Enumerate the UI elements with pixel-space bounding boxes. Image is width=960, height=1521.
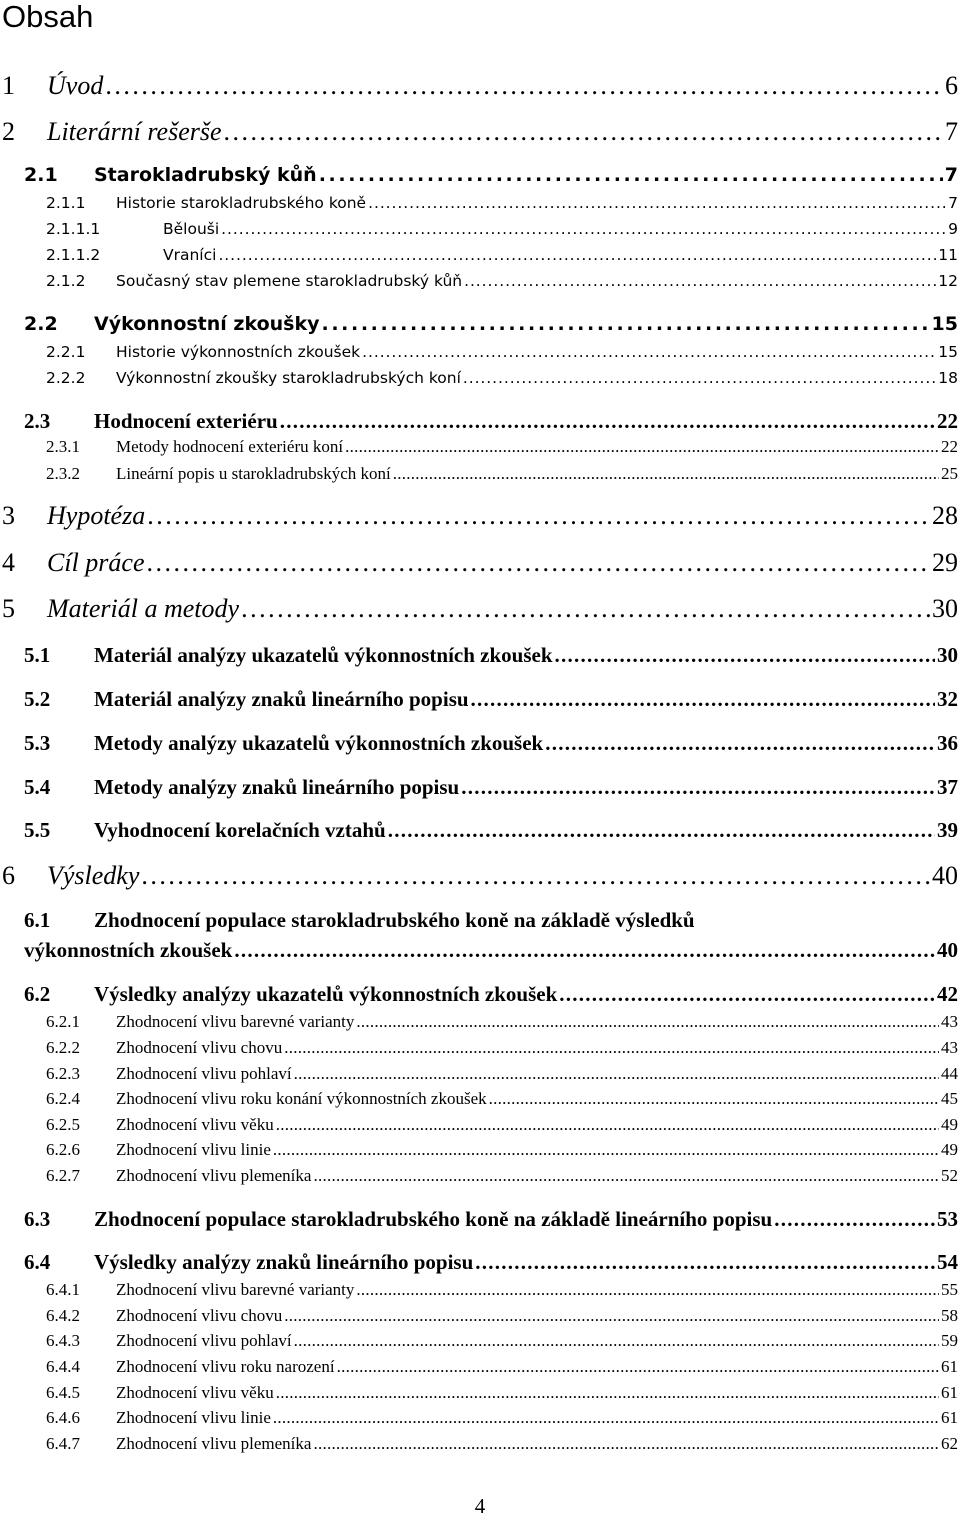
toc-page: 32 <box>937 687 958 711</box>
toc-number: 6.2.2 <box>46 1038 80 1057</box>
dot-leader <box>313 1166 939 1186</box>
toc-title: Současný stav plemene starokladrubský kůň <box>116 272 463 290</box>
toc-title: Zhodnocení vlivu chovu <box>116 1038 283 1057</box>
toc-entry-6-2-4[interactable] <box>46 1089 958 1109</box>
page-number: 4 <box>474 1494 486 1518</box>
toc-number: 5.1 <box>24 643 51 667</box>
dot-leader <box>221 219 946 239</box>
toc-number: 6.4.3 <box>46 1331 80 1350</box>
dot-leader <box>461 774 935 800</box>
toc-page: 22 <box>941 437 958 456</box>
toc-title: Cíl práce <box>47 548 145 577</box>
dot-leader <box>337 1357 939 1377</box>
dot-leader <box>284 1306 939 1326</box>
dot-leader <box>273 1408 939 1428</box>
toc-number: 6.4.6 <box>46 1408 80 1427</box>
toc-page: 43 <box>941 1012 958 1031</box>
dot-leader <box>273 1140 939 1160</box>
toc-title: Výkonnostní zkoušky starokladrubských koní <box>116 369 461 387</box>
toc-title: Zhodnocení vlivu roku narození <box>116 1357 335 1376</box>
toc-entry-chapter-4[interactable] <box>2 548 958 578</box>
toc-page: 59 <box>941 1331 958 1350</box>
toc-title: Zhodnocení vlivu linie <box>116 1408 271 1427</box>
toc-entry-6-2-2[interactable] <box>46 1038 958 1058</box>
toc-page: 58 <box>941 1306 958 1325</box>
toc-number: 3 <box>2 501 15 530</box>
toc-number: 2.1 <box>24 164 58 186</box>
toc-number: 6 <box>2 861 15 890</box>
toc-entry-6-4[interactable] <box>24 1249 958 1275</box>
toc-number: 6.4.5 <box>46 1383 80 1402</box>
toc-title: Výsledky <box>47 861 140 890</box>
toc-page: 22 <box>937 409 958 433</box>
toc-entry-6-2-1[interactable] <box>46 1012 958 1032</box>
toc-entry-chapter-1[interactable] <box>2 71 958 101</box>
toc-number: 6.4.1 <box>46 1280 80 1299</box>
toc-title: Metody hodnocení exteriéru koní <box>116 437 344 456</box>
toc-entry-6-4-1[interactable] <box>46 1280 958 1300</box>
toc-page: 43 <box>941 1038 958 1057</box>
toc-title: Hodnocení exteriéru <box>94 409 278 433</box>
toc-title: Zhodnocení vlivu plemeníka <box>116 1166 312 1185</box>
toc-entry-chapter-5[interactable] <box>2 594 958 624</box>
dot-leader <box>224 117 943 147</box>
toc-entry-2-1[interactable] <box>24 163 958 187</box>
dot-leader <box>280 408 935 434</box>
toc-number: 2.1.2 <box>46 272 86 290</box>
toc-entry-2-1-1-1[interactable] <box>46 219 958 239</box>
dot-leader <box>393 464 939 484</box>
dot-leader <box>105 71 943 101</box>
toc-page: 45 <box>941 1089 958 1108</box>
toc-entry-6-4-4[interactable] <box>46 1357 958 1377</box>
toc-number: 6.2.6 <box>46 1140 80 1159</box>
dot-leader <box>276 1115 939 1135</box>
dot-leader <box>475 1249 935 1275</box>
toc-number: 2.1.1 <box>46 194 86 212</box>
dot-leader <box>356 1012 939 1032</box>
dot-leader <box>147 548 931 578</box>
toc-title: Zhodnocení populace starokladrubského koně na základě výsledků <box>94 908 695 932</box>
toc-number: 6.4.2 <box>46 1306 80 1325</box>
toc-title: Zhodnocení vlivu barevné varianty <box>116 1280 355 1299</box>
toc-number: 2.3.2 <box>46 464 80 483</box>
toc-number: 2.2 <box>24 313 58 335</box>
toc-number: 2 <box>2 117 15 146</box>
toc-entry-6-4-3[interactable] <box>46 1331 958 1351</box>
dot-leader <box>276 1383 939 1403</box>
toc-number: 6.3 <box>24 1207 51 1231</box>
toc-page: 54 <box>937 1250 958 1274</box>
dot-leader <box>489 1089 939 1109</box>
dot-leader <box>368 193 946 213</box>
toc-entry-2-2[interactable] <box>24 312 958 336</box>
toc-title: Historie starokladrubského koně <box>116 194 367 212</box>
toc-title: Výsledky analýzy ukazatelů výkonnostních zkoušek <box>94 982 558 1006</box>
toc-entry-6-2-7[interactable] <box>46 1166 958 1186</box>
toc-number: 6.2.5 <box>46 1115 80 1134</box>
dot-leader <box>294 1331 939 1351</box>
toc-page: 25 <box>941 464 958 483</box>
toc-title: Výsledky analýzy znaků lineárního popisu <box>94 1250 474 1274</box>
toc-number: 6.4.7 <box>46 1434 80 1453</box>
toc-page: 55 <box>941 1280 958 1299</box>
toc-page: 49 <box>941 1115 958 1134</box>
toc-entry-2-1-2[interactable] <box>46 271 958 291</box>
dot-leader <box>471 686 935 712</box>
toc-entry-5-4[interactable] <box>24 774 958 800</box>
toc-page: 40 <box>932 861 958 890</box>
toc-title: Metody analýzy znaků lineárního popisu <box>94 775 460 799</box>
toc-page: 61 <box>941 1357 958 1376</box>
toc-page: 29 <box>932 548 958 577</box>
toc-number: 2.2.1 <box>46 343 86 361</box>
dot-leader <box>559 981 935 1007</box>
toc-entry-2-3-2[interactable] <box>46 464 958 484</box>
dot-leader <box>313 1434 939 1454</box>
toc-entry-6-1-continued[interactable] <box>24 937 958 963</box>
toc-entry-chapter-6[interactable] <box>2 861 958 891</box>
toc-page: 61 <box>941 1408 958 1427</box>
toc-entry-6-2[interactable] <box>24 981 958 1007</box>
toc-entry-2-2-1[interactable] <box>46 342 958 362</box>
toc-page: 30 <box>932 594 958 623</box>
dot-leader <box>388 817 935 843</box>
dot-leader <box>141 861 930 891</box>
toc-number: 2.2.2 <box>46 369 86 387</box>
toc-title: Zhodnocení vlivu pohlaví <box>116 1064 292 1083</box>
toc-page: 42 <box>937 982 958 1006</box>
toc-entry-6-1[interactable] <box>24 907 695 933</box>
toc-number: 4 <box>2 548 15 577</box>
toc-title: Materiál analýzy ukazatelů výkonnostních zkoušek <box>94 643 553 667</box>
toc-title: Hypotéza <box>47 501 146 530</box>
toc-entry-6-4-6[interactable] <box>46 1408 958 1428</box>
toc-page: 18 <box>938 369 958 387</box>
toc-entry-6-2-3[interactable] <box>46 1064 958 1084</box>
toc-page: 6 <box>945 71 958 100</box>
toc-title: Zhodnocení vlivu věku <box>116 1383 274 1402</box>
toc-title: Metody analýzy ukazatelů výkonnostních zkoušek <box>94 731 544 755</box>
toc-number: 5.3 <box>24 731 51 755</box>
toc-number: 2.3 <box>24 409 51 433</box>
dot-leader <box>147 501 930 531</box>
toc-entry-6-4-2[interactable] <box>46 1306 958 1326</box>
toc-number: 5.2 <box>24 687 51 711</box>
toc-entry-6-4-7[interactable] <box>46 1434 958 1454</box>
toc-number: 2.3.1 <box>46 437 80 456</box>
toc-number: 6.1 <box>24 908 51 932</box>
toc-entry-5-1[interactable] <box>24 642 958 668</box>
dot-leader <box>218 245 936 265</box>
toc-page: 30 <box>937 643 958 667</box>
toc-title: Bělouši <box>163 220 220 238</box>
toc-number: 6.2 <box>24 982 51 1006</box>
toc-number: 6.4 <box>24 1250 51 1274</box>
toc-title: Úvod <box>47 71 104 100</box>
toc-entry-5-2[interactable] <box>24 686 958 712</box>
toc-title: Vraníci <box>163 246 217 264</box>
toc-page: 37 <box>937 775 958 799</box>
toc-number: 2.1.1.2 <box>46 246 101 264</box>
toc-title: Vyhodnocení korelačních vztahů <box>94 818 386 842</box>
toc-title: Zhodnocení vlivu barevné varianty <box>116 1012 355 1031</box>
toc-page: 40 <box>937 938 958 962</box>
dot-leader <box>463 368 936 388</box>
toc-entry-6-2-5[interactable] <box>46 1115 958 1135</box>
toc-number: 5.4 <box>24 775 51 799</box>
toc-number: 6.2.7 <box>46 1166 80 1185</box>
toc-page: 7 <box>944 164 958 186</box>
toc-title: Historie výkonnostních zkoušek <box>116 343 361 361</box>
toc-entry-2-1-1-2[interactable] <box>46 245 958 265</box>
toc-title: Zhodnocení vlivu věku <box>116 1115 274 1134</box>
toc-page: 7 <box>945 117 958 146</box>
dot-leader <box>319 163 943 187</box>
toc-title: Zhodnocení vlivu chovu <box>116 1306 283 1325</box>
toc-title: Materiál analýzy znaků lineárního popisu <box>94 687 469 711</box>
toc-number: 5.5 <box>24 818 51 842</box>
dot-leader <box>241 594 930 624</box>
dot-leader <box>545 730 935 756</box>
toc-entry-5-5[interactable] <box>24 817 958 843</box>
toc-page: 44 <box>941 1064 958 1083</box>
toc-title: Zhodnocení vlivu plemeníka <box>116 1434 312 1453</box>
toc-page: 9 <box>948 220 958 238</box>
toc-title: Materiál a metody <box>47 594 240 623</box>
toc-entry-chapter-3[interactable] <box>2 501 958 531</box>
toc-entry-2-3[interactable] <box>24 408 958 434</box>
toc-number: 6.2.3 <box>46 1064 80 1083</box>
toc-title: Starokladrubský kůň <box>94 164 317 186</box>
dot-leader <box>555 642 935 668</box>
toc-page: 15 <box>931 313 958 335</box>
toc-page: 28 <box>932 501 958 530</box>
dot-leader <box>356 1280 939 1300</box>
toc-entry-6-2-6[interactable] <box>46 1140 958 1160</box>
dot-leader <box>774 1206 935 1232</box>
toc-page: 52 <box>941 1166 958 1185</box>
dot-leader <box>234 937 935 963</box>
toc-entry-2-1-1[interactable] <box>46 193 958 213</box>
toc-number: 6.2.1 <box>46 1012 80 1031</box>
toc-page: 62 <box>941 1434 958 1453</box>
toc-number: 6.2.4 <box>46 1089 80 1108</box>
dot-leader <box>362 342 936 362</box>
toc-entry-5-3[interactable] <box>24 730 958 756</box>
toc-title: Lineární popis u starokladrubských koní <box>116 464 391 483</box>
toc-title: Zhodnocení vlivu linie <box>116 1140 271 1159</box>
toc-page: 39 <box>937 818 958 842</box>
toc-page: 12 <box>938 272 958 290</box>
toc-title: Literární rešerše <box>47 117 222 146</box>
toc-page: 49 <box>941 1140 958 1159</box>
toc-entry-2-2-2[interactable] <box>46 368 958 388</box>
toc-entry-6-4-5[interactable] <box>46 1383 958 1403</box>
toc-page: 36 <box>937 731 958 755</box>
toc-title: Zhodnocení vlivu pohlaví <box>116 1331 292 1350</box>
toc-page: 61 <box>941 1383 958 1402</box>
toc-title: Zhodnocení vlivu roku konání výkonnostních zkoušek <box>116 1089 487 1108</box>
toc-entry-2-3-1[interactable] <box>46 437 958 457</box>
toc-page: 11 <box>938 246 958 264</box>
dot-leader <box>284 1038 939 1058</box>
toc-title: Zhodnocení populace starokladrubského koně na základě lineárního popisu <box>94 1207 773 1231</box>
page-title: Obsah <box>2 0 94 34</box>
toc-page: 15 <box>938 343 958 361</box>
toc-entry-6-3[interactable] <box>24 1206 958 1232</box>
toc-page: 53 <box>937 1207 958 1231</box>
dot-leader <box>345 437 939 457</box>
toc-number: 1 <box>2 71 15 100</box>
toc-number: 5 <box>2 594 15 623</box>
dot-leader <box>464 271 936 291</box>
toc-page: 7 <box>948 194 958 212</box>
toc-number: 2.1.1.1 <box>46 220 101 238</box>
toc-number: 6.4.4 <box>46 1357 80 1376</box>
dot-leader <box>322 312 930 336</box>
toc-title: Výkonnostní zkoušky <box>94 313 320 335</box>
toc-title-continued: výkonnostních zkoušek <box>24 938 233 962</box>
dot-leader <box>294 1064 939 1084</box>
toc-entry-chapter-2[interactable] <box>2 117 958 147</box>
